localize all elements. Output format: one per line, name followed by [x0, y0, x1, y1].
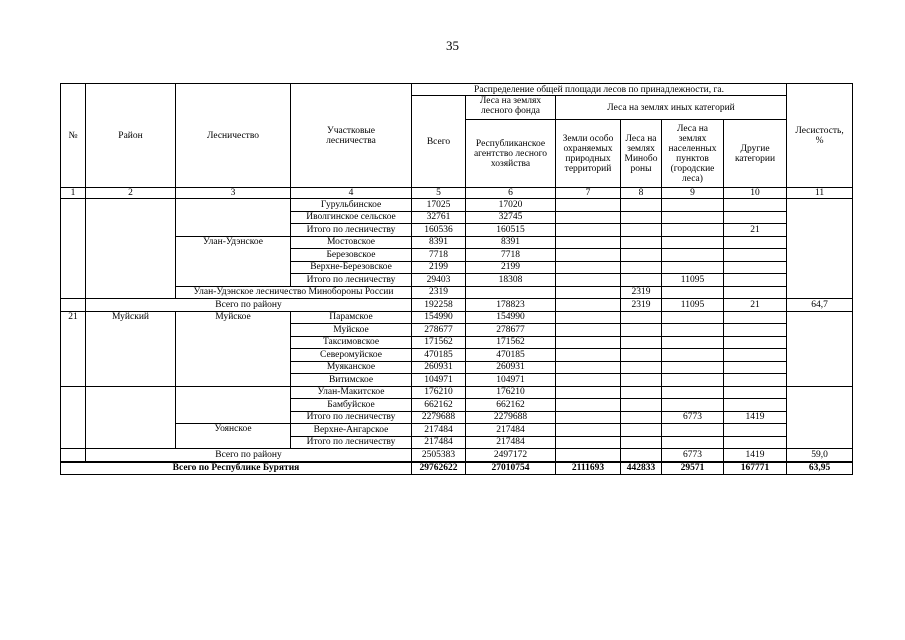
header-protected: Земли особо охраняемых природных территорий — [556, 120, 621, 188]
cell-section: Улан-Макитское — [291, 386, 412, 399]
col-number: 11 — [787, 188, 853, 199]
cell-section: Парамское — [291, 311, 412, 324]
cell-no — [61, 449, 86, 462]
cell-forestry-section: Улан-Удэнское лесничество Минобороны России — [176, 286, 412, 299]
cell-cover: 59,0 — [787, 449, 853, 462]
header-section: Участковые лесничества — [291, 84, 412, 188]
cell-total: 29762622 — [412, 462, 466, 475]
cell-other — [724, 311, 787, 324]
cell-agency — [466, 286, 556, 299]
cell-protected — [556, 211, 621, 224]
col-number: 6 — [466, 188, 556, 199]
cell-defense — [621, 336, 662, 349]
cell-settlements: 11095 — [662, 274, 724, 287]
table-row — [61, 449, 853, 462]
cell-other: 1419 — [724, 411, 787, 424]
col-number: 2 — [86, 188, 176, 199]
cell-section: Гурульбинское — [291, 199, 412, 212]
cell-protected — [556, 261, 621, 274]
cell-total: 2505383 — [412, 449, 466, 462]
cell-total: 29403 — [412, 274, 466, 287]
cell-section: Итого по лесничеству — [291, 436, 412, 449]
cell-other: 167771 — [724, 462, 787, 475]
cell-total: 171562 — [412, 336, 466, 349]
cell-defense — [621, 199, 662, 212]
cell-defense — [621, 386, 662, 399]
cell-total: 7718 — [412, 249, 466, 262]
cell-defense — [621, 449, 662, 462]
header-other-categories: Леса на землях иных категорий — [556, 96, 787, 120]
cell-total: 217484 — [412, 436, 466, 449]
cell-no — [61, 199, 86, 299]
header-agency: Республиканское агентство лесного хозяйства — [466, 120, 556, 188]
cell-settlements — [662, 211, 724, 224]
cell-protected — [556, 399, 621, 412]
cell-section: Бамбуйское — [291, 399, 412, 412]
cell-agency: 171562 — [466, 336, 556, 349]
cell-agency: 18308 — [466, 274, 556, 287]
cell-protected — [556, 199, 621, 212]
cell-defense — [621, 361, 662, 374]
cell-total: 217484 — [412, 424, 466, 437]
cell-agency: 104971 — [466, 374, 556, 387]
cell-defense — [621, 374, 662, 387]
cell-other: 1419 — [724, 449, 787, 462]
cell-total: 260931 — [412, 361, 466, 374]
cell-total: 160536 — [412, 224, 466, 237]
col-number: 4 — [291, 188, 412, 199]
cell-agency: 260931 — [466, 361, 556, 374]
cell-total: 32761 — [412, 211, 466, 224]
cell-forestry — [176, 386, 291, 424]
cell-settlements — [662, 336, 724, 349]
cell-settlements — [662, 361, 724, 374]
cell-settlements — [662, 261, 724, 274]
cell-agency: 160515 — [466, 224, 556, 237]
cell-defense — [621, 249, 662, 262]
cell-agency: 154990 — [466, 311, 556, 324]
cell-other — [724, 274, 787, 287]
cell-settlements: 11095 — [662, 299, 724, 312]
cell-protected — [556, 386, 621, 399]
cell-agency: 176210 — [466, 386, 556, 399]
cell-forestry — [176, 199, 291, 237]
cell-forestry: Уоянское — [176, 424, 291, 449]
republic-total-row — [61, 462, 853, 475]
cell-section: Верхне-Березовское — [291, 261, 412, 274]
cell-other — [724, 261, 787, 274]
cell-protected — [556, 311, 621, 324]
cell-cover: 64,7 — [787, 299, 853, 312]
cell-agency: 17020 — [466, 199, 556, 212]
cell-settlements — [662, 424, 724, 437]
cell-total: 17025 — [412, 199, 466, 212]
cell-protected — [556, 324, 621, 337]
cell-defense: 2319 — [621, 286, 662, 299]
cell-other — [724, 374, 787, 387]
table-row — [61, 386, 853, 399]
cell-protected — [556, 286, 621, 299]
cell-defense — [621, 436, 662, 449]
table-row — [61, 236, 853, 249]
cell-protected — [556, 349, 621, 362]
cell-settlements: 6773 — [662, 411, 724, 424]
cell-settlements — [662, 224, 724, 237]
cell-protected — [556, 236, 621, 249]
cell-settlements — [662, 311, 724, 324]
cell-district-total: Всего по району — [86, 449, 412, 462]
header-forestry: Лесничество — [176, 84, 291, 188]
cell-no — [61, 386, 86, 449]
cell-agency: 32745 — [466, 211, 556, 224]
cell-agency: 278677 — [466, 324, 556, 337]
cell-cover — [787, 199, 853, 299]
cell-protected — [556, 436, 621, 449]
cell-other — [724, 386, 787, 399]
header-total: Всего — [412, 96, 466, 188]
cell-defense — [621, 311, 662, 324]
cell-agency: 217484 — [466, 436, 556, 449]
table-row — [61, 286, 853, 299]
cell-no — [61, 299, 86, 312]
republic-total-label: Всего по Республике Бурятия — [61, 462, 412, 475]
header-defense: Леса на землях Минобо роны — [621, 120, 662, 188]
cell-cover — [787, 311, 853, 386]
cell-other — [724, 399, 787, 412]
cell-section: Верхне-Ангарское — [291, 424, 412, 437]
cell-district — [86, 386, 176, 449]
header-other: Другие категории — [724, 120, 787, 188]
col-number: 5 — [412, 188, 466, 199]
cell-total: 192258 — [412, 299, 466, 312]
cell-settlements — [662, 436, 724, 449]
cell-total: 154990 — [412, 311, 466, 324]
cell-total: 104971 — [412, 374, 466, 387]
cell-agency: 8391 — [466, 236, 556, 249]
cell-protected — [556, 424, 621, 437]
cell-other — [724, 361, 787, 374]
cell-protected — [556, 299, 621, 312]
cell-section: Итого по лесничеству — [291, 224, 412, 237]
cell-agency: 2497172 — [466, 449, 556, 462]
cell-defense — [621, 411, 662, 424]
header-settlements: Леса на землях населенных пунктов (городские леса) — [662, 120, 724, 188]
cell-total: 470185 — [412, 349, 466, 362]
header-no: № — [61, 84, 86, 188]
col-number: 8 — [621, 188, 662, 199]
header-forest-cover: Лесистость, % — [787, 84, 853, 188]
cell-protected — [556, 411, 621, 424]
cell-defense — [621, 211, 662, 224]
cell-total: 662162 — [412, 399, 466, 412]
cell-defense — [621, 399, 662, 412]
cell-cover: 63,95 — [787, 462, 853, 475]
cell-protected — [556, 274, 621, 287]
cell-defense: 442833 — [621, 462, 662, 475]
cell-defense — [621, 424, 662, 437]
cell-settlements — [662, 249, 724, 262]
cell-settlements: 29571 — [662, 462, 724, 475]
table-row — [61, 199, 853, 212]
cell-defense — [621, 349, 662, 362]
col-number: 9 — [662, 188, 724, 199]
cell-section: Северомуйское — [291, 349, 412, 362]
col-number: 1 — [61, 188, 86, 199]
table-row — [61, 311, 853, 324]
col-number: 3 — [176, 188, 291, 199]
cell-other — [724, 336, 787, 349]
cell-total: 2319 — [412, 286, 466, 299]
cell-agency: 662162 — [466, 399, 556, 412]
cell-other: 21 — [724, 224, 787, 237]
cell-defense — [621, 324, 662, 337]
cell-section: Витимское — [291, 374, 412, 387]
cell-settlements — [662, 286, 724, 299]
cell-defense — [621, 274, 662, 287]
cell-other — [724, 324, 787, 337]
cell-settlements — [662, 374, 724, 387]
cell-agency: 27010754 — [466, 462, 556, 475]
cell-protected — [556, 224, 621, 237]
cell-section: Муйское — [291, 324, 412, 337]
cell-protected — [556, 336, 621, 349]
forest-distribution-table — [60, 83, 853, 475]
cell-other — [724, 286, 787, 299]
cell-defense: 2319 — [621, 299, 662, 312]
cell-agency: 217484 — [466, 424, 556, 437]
cell-district-total: Всего по району — [86, 299, 412, 312]
cell-district — [86, 199, 176, 299]
cell-forestry: Муйское — [176, 311, 291, 386]
cell-section: Иволгинское сельское — [291, 211, 412, 224]
cell-section: Муяканское — [291, 361, 412, 374]
cell-settlements — [662, 399, 724, 412]
cell-section: Таксимовское — [291, 336, 412, 349]
cell-other — [724, 211, 787, 224]
cell-protected — [556, 449, 621, 462]
cell-agency: 178823 — [466, 299, 556, 312]
cell-protected: 2111693 — [556, 462, 621, 475]
cell-defense — [621, 261, 662, 274]
page-number: 35 — [446, 38, 459, 53]
col-number: 7 — [556, 188, 621, 199]
table-row — [61, 299, 853, 312]
cell-section: Мостовское — [291, 236, 412, 249]
cell-settlements: 6773 — [662, 449, 724, 462]
cell-total: 2199 — [412, 261, 466, 274]
cell-section: Березовское — [291, 249, 412, 262]
cell-agency: 7718 — [466, 249, 556, 262]
cell-other: 21 — [724, 299, 787, 312]
header-district: Район — [86, 84, 176, 188]
cell-protected — [556, 249, 621, 262]
cell-total: 8391 — [412, 236, 466, 249]
cell-agency: 470185 — [466, 349, 556, 362]
cell-settlements — [662, 199, 724, 212]
cell-settlements — [662, 386, 724, 399]
cell-defense — [621, 224, 662, 237]
cell-no: 21 — [61, 311, 86, 386]
cell-forestry: Улан-Удэнское — [176, 236, 291, 286]
table-row — [61, 424, 853, 437]
cell-section: Итого по лесничеству — [291, 274, 412, 287]
cell-protected — [556, 361, 621, 374]
header-distribution: Распределение общей площади лесов по принадлежности, га. — [412, 84, 787, 96]
cell-total: 176210 — [412, 386, 466, 399]
cell-other — [724, 199, 787, 212]
cell-settlements — [662, 236, 724, 249]
cell-total: 2279688 — [412, 411, 466, 424]
cell-settlements — [662, 324, 724, 337]
cell-defense — [621, 236, 662, 249]
cell-other — [724, 249, 787, 262]
cell-total: 278677 — [412, 324, 466, 337]
cell-district: Муйский — [86, 311, 176, 386]
header-forest-fund: Леса на землях лесного фонда — [466, 96, 556, 120]
cell-other — [724, 349, 787, 362]
cell-agency: 2279688 — [466, 411, 556, 424]
cell-cover — [787, 386, 853, 449]
cell-agency: 2199 — [466, 261, 556, 274]
cell-other — [724, 236, 787, 249]
cell-settlements — [662, 349, 724, 362]
cell-other — [724, 424, 787, 437]
cell-other — [724, 436, 787, 449]
cell-protected — [556, 374, 621, 387]
col-number: 10 — [724, 188, 787, 199]
cell-section: Итого по лесничеству — [291, 411, 412, 424]
